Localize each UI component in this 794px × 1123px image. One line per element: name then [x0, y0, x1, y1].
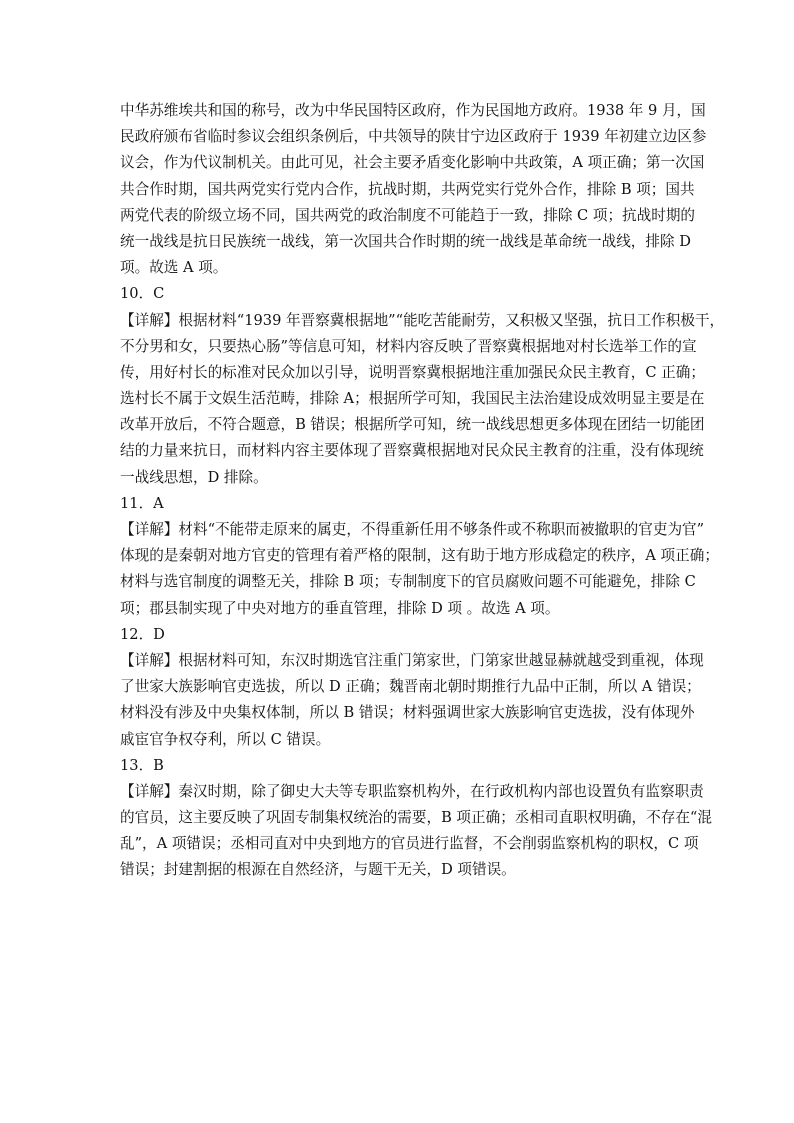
question-13-block [120, 753, 712, 884]
text-line: 戚宦官争权夺利，所以 C 错误。 [120, 730, 331, 748]
explanation-first-line [120, 517, 705, 543]
question-11-block [120, 491, 719, 622]
explanation-text: 根据材料可知，东汉时期选官注重门第家世，门第家世越显赫就越受到重视，体现 [178, 651, 704, 669]
text-line: 共合作时期，国共两党实行党内合作，抗战时期，共两党实行党外合作，排除 B 项；国共 [120, 180, 695, 198]
text-line: 的官员，这主要反映了巩固专制集权统治的需要，B 项正确；丞相司直职权明确，不存在“混 [120, 809, 712, 827]
answer-label: 10．C [120, 285, 165, 303]
answer-label: 13．B [120, 756, 164, 774]
text-line: 了世家大族影响官吏选拔，所以 D 正确；魏晋南北朝时期推行九品中正制，所以 A 错误； [120, 678, 701, 696]
text-line: 选村长不属于文娱生活范畴，排除 A；根据所学可知，我国民主法治建设成效明显主要是在 [120, 390, 705, 408]
explanation-first-line [120, 648, 704, 674]
text-line: 材料与选官制度的调整无关，排除 B 项；专制制度下的官员腐败问题不可能避免，排除 C [120, 573, 696, 591]
text-line: 项；郡县制实现了中央对地方的垂直管理，排除 D 项 。故选 A 项。 [120, 599, 560, 617]
text-line: 不分男和女，只要热心肠”等信息可知，材料内容反映了晋察冀根据地对村长选举工作的宣 [120, 337, 697, 355]
detail-tag: 【详解】 [120, 782, 179, 800]
q9-explanation-continued [120, 98, 707, 281]
text-line: 材料没有涉及中央集权体制，所以 B 错误；材料强调世家大族影响官吏选拔，没有体现外 [120, 704, 695, 722]
explanation-first-line [120, 779, 704, 805]
explanation-text: 秦汉时期，除了御史大夫等专职监察机构外，在行政机构内部也设置负有监察职责 [178, 782, 704, 800]
detail-tag: 【详解】 [120, 311, 179, 329]
document-page [120, 98, 725, 884]
text-line: 民政府颁布省临时参议会组织条例后，中共领导的陕甘宁边区政府于 1939 年初建立边区参 [120, 128, 707, 146]
text-line: 一战线思想，D 排除。 [120, 468, 268, 486]
text-line: 统一战线是抗日民族统一战线，第一次国共合作时期的统一战线是革命统一战线，排除 D [120, 232, 691, 250]
text-line: 改革开放后，不符合题意，B 错误；根据所学可知，统一战线思想更多体现在团结一切能团 [120, 416, 705, 434]
explanation-first-line [120, 308, 725, 334]
detail-tag: 【详解】 [120, 651, 179, 669]
text-line: 项。故选 A 项。 [120, 259, 228, 277]
question-10-block [120, 281, 725, 491]
text-line: 结的力量来抗日，而材料内容主要体现了晋察冀根据地对民众民主教育的注重，没有体现统 [120, 442, 704, 460]
answer-label: 11．A [120, 494, 164, 512]
explanation-text: 根据材料“1939 年晋察冀根据地”“能吃苦能耐劳，又积极又坚强，抗日工作积极干， [178, 311, 725, 329]
text-line: 议会，作为代议制机关。由此可见，社会主要矛盾变化影响中共政策，A 项正确；第一次国 [120, 154, 705, 172]
text-line: 错误；封建割据的根源在自然经济，与题干无关，D 项错误。 [120, 861, 516, 879]
text-line: 中华苏维埃共和国的称号，改为中华民国特区政府，作为民国地方政府。1938 年 9 月，国 [120, 102, 706, 119]
explanation-text: 材料“不能带走原来的属吏，不得重新任用不够条件或不称职而被撤职的官吏为官” [178, 521, 705, 538]
text-line: 体现的是秦朝对地方官吏的管理有着严格的限制，这有助于地方形成稳定的秩序，A 项正确； [120, 547, 719, 565]
question-12-block [120, 622, 704, 753]
text-line: 两党代表的阶级立场不同，国共两党的政治制度不可能趋于一致，排除 C 项；抗战时期的 [120, 206, 696, 224]
answer-label: 12．D [120, 625, 165, 643]
detail-tag: 【详解】 [120, 521, 179, 538]
text-line: 乱”，A 项错误；丞相司直对中央到地方的官员进行监督，不会削弱监察机构的职权，C 项 [120, 835, 699, 853]
text-line: 传，用好村长的标准对民众加以引导，说明晋察冀根据地注重加强民众民主教育，C 正确； [120, 363, 705, 381]
